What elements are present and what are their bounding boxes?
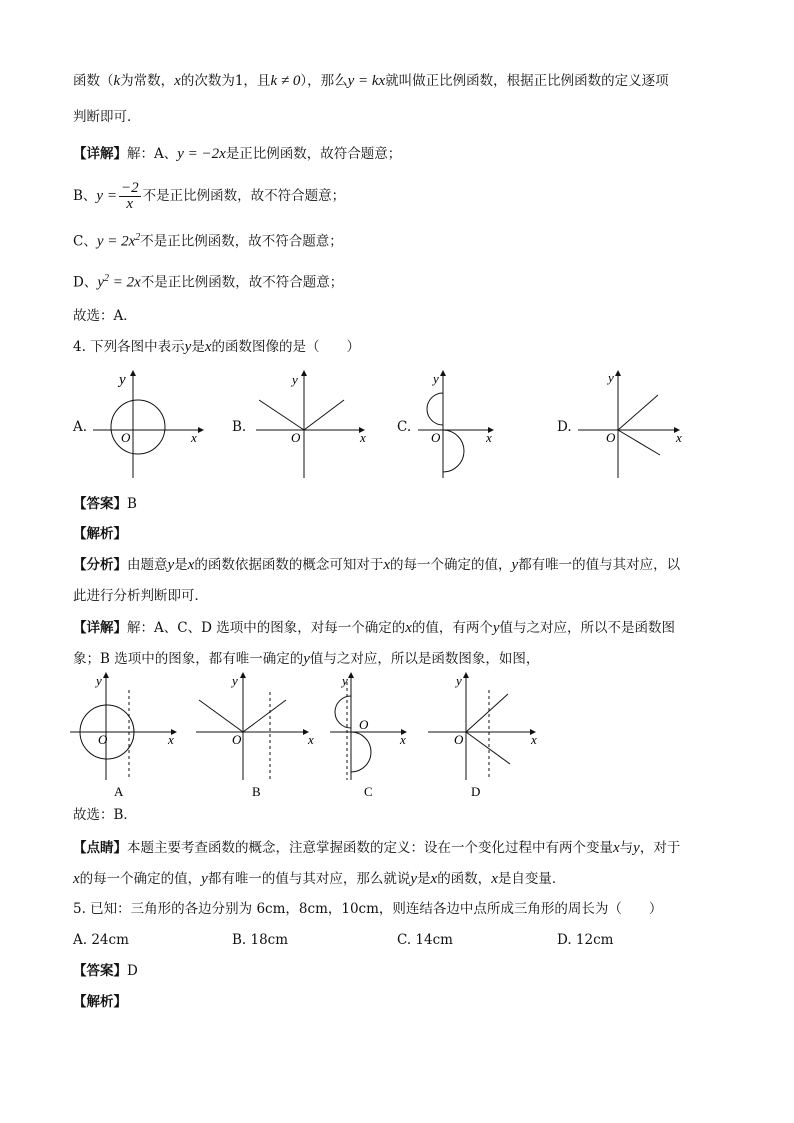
solution-graph-b: [196, 672, 326, 802]
choose-line: 故选：B．: [73, 807, 137, 823]
analysis-line: 此进行分析判断即可．: [73, 588, 208, 604]
svg-text:x: x: [400, 732, 406, 747]
q5-option-b: B. 18cm: [232, 932, 289, 948]
graph-option-d: [578, 370, 698, 480]
svg-text:O: O: [291, 430, 301, 445]
solution-graph-a: [70, 672, 190, 802]
svg-text:O: O: [431, 430, 441, 445]
svg-text:y: y: [96, 673, 102, 688]
analysis-tag: 【解析】: [73, 994, 127, 1010]
choose-line: 故选：A．: [73, 308, 137, 324]
svg-text:O: O: [232, 732, 242, 747]
question-5: 5. 已知：三角形的各边分别为 6cm，8cm，10cm，则连结各边中点所成三角形的周长为（ ）: [73, 901, 663, 917]
option-d-label: D.: [557, 419, 572, 435]
graph-option-c: [418, 370, 528, 480]
svg-text:B: B: [252, 784, 261, 799]
option-a-label: A.: [73, 419, 88, 435]
svg-text:y: y: [119, 372, 126, 388]
svg-text:x: x: [308, 732, 314, 747]
text-line: 判断即可．: [73, 109, 141, 125]
q5-option-a: A. 24cm: [73, 932, 129, 948]
svg-text:O: O: [98, 732, 108, 747]
detail-line: 象；B 选项中的图象，都有唯一确定的y值与之对应，所以是函数图象，如图，: [73, 651, 540, 667]
svg-text:C: C: [364, 784, 373, 799]
svg-text:x: x: [360, 430, 366, 445]
svg-text:A: A: [114, 784, 124, 799]
q5-option-c: C. 14cm: [397, 932, 453, 948]
detail-line: 【详解】解：A、y = −2x是正比例函数，故符合题意；: [73, 146, 402, 162]
svg-text:D: D: [471, 784, 481, 799]
svg-text:y: y: [232, 673, 238, 688]
analysis-tag: 【解析】: [73, 526, 127, 542]
svg-text:x: x: [676, 430, 682, 445]
svg-text:O: O: [454, 732, 464, 747]
q5-option-d: D. 12cm: [557, 932, 614, 948]
svg-text:x: x: [531, 732, 537, 747]
detail-line: D、$y^2 = 2x$不是正比例函数，故不符合题意；: [73, 273, 344, 291]
svg-text:O: O: [121, 430, 131, 445]
fraction: $\frac{-2}{x}$: [120, 180, 139, 212]
svg-text:O: O: [359, 717, 369, 732]
svg-text:y: y: [608, 370, 614, 385]
answer-tag: 【答案】B: [73, 496, 137, 512]
svg-text:y: y: [456, 673, 462, 688]
svg-text:O: O: [606, 430, 616, 445]
option-c-label: C.: [397, 419, 412, 435]
tip-line: 【点睛】本题主要考查函数的概念，注意掌握函数的定义：设在一个变化过程中有两个变量x与y，对于: [73, 840, 681, 856]
option-b-label: B.: [232, 419, 247, 435]
svg-text:x: x: [191, 430, 197, 445]
svg-text:y: y: [292, 372, 298, 387]
svg-text:y: y: [433, 371, 439, 386]
svg-text:y: y: [342, 673, 348, 688]
text-line: 函数（k为常数，x的次数为1，且k ≠ 0），那么y = kx就叫做正比例函数，根据正比例函数的定义逐项: [73, 73, 669, 89]
svg-text:x: x: [486, 430, 492, 445]
solution-graph-d: [428, 672, 548, 802]
solution-graph-c: [330, 672, 430, 802]
tip-line: x的每一个确定的值，y都有唯一的值与其对应，那么就说y是x的函数，x是自变量．: [73, 871, 566, 887]
question-4: 4. 下列各图中表示y是x的函数图像的是（ ）: [73, 339, 361, 355]
answer-tag: 【答案】D: [73, 963, 138, 979]
detail-line: B、y = $\frac{-2}{x}$ 不是正比例函数，故不符合题意；: [73, 180, 346, 212]
svg-text:x: x: [168, 732, 174, 747]
graph-option-b: [256, 370, 386, 480]
detail-line: 【详解】解：A、C、D 选项中的图象，对每一个确定的x的值，有两个y值与之对应，所以不是函数图: [73, 620, 676, 636]
analysis-line: 【分析】由题意y是x的函数依据函数的概念可知对于x的每一个确定的值，y都有唯一的值与其对应，以: [73, 557, 681, 573]
graph-option-a: [93, 370, 213, 480]
detail-line: C、$y = 2x^2$不是正比例函数，故不符合题意；: [73, 232, 343, 250]
